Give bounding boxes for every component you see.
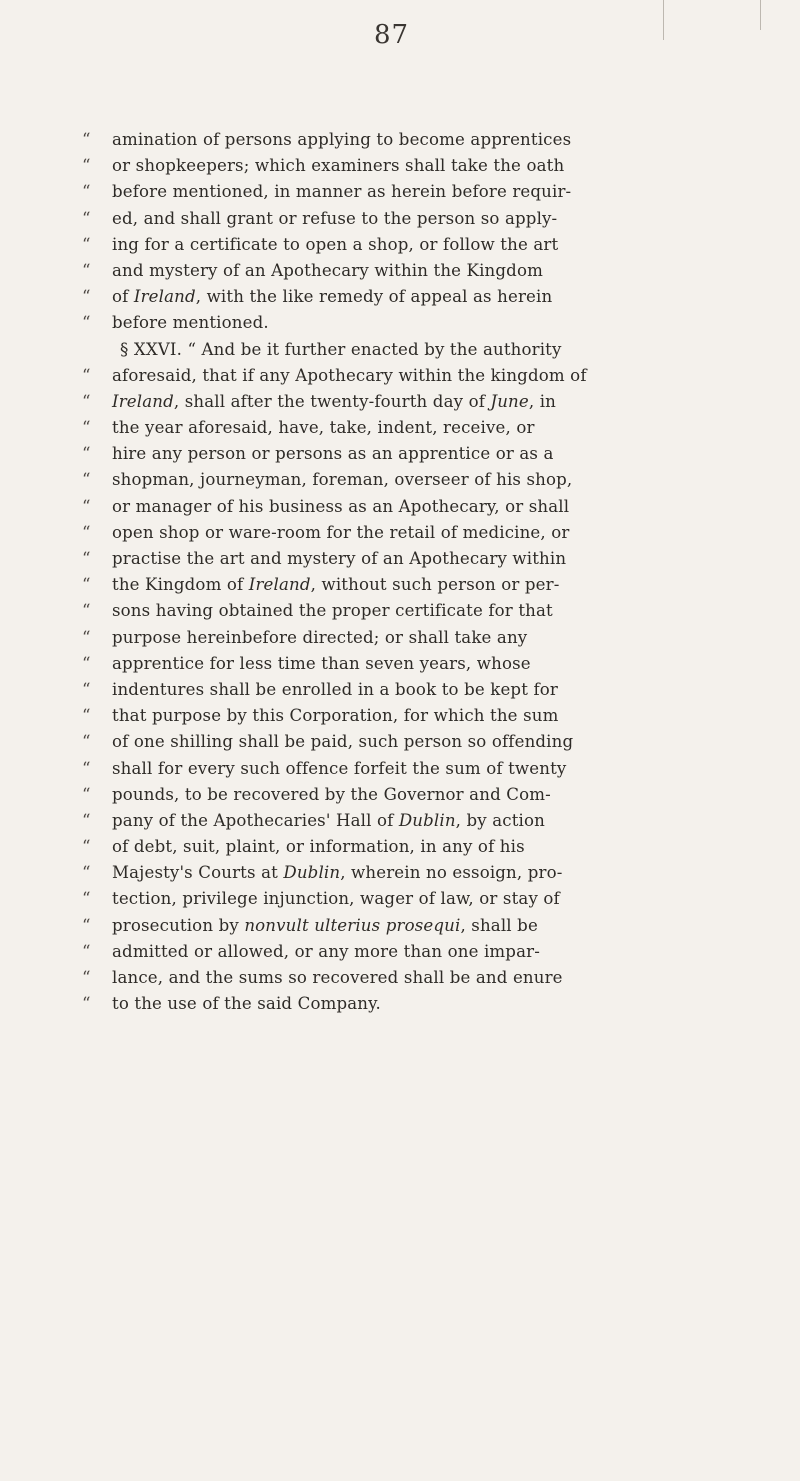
opening-quote: “ <box>82 889 91 909</box>
opening-quote: “ <box>82 182 91 202</box>
text-line <box>82 628 752 654</box>
opening-quote: “ <box>82 418 91 438</box>
text-line <box>82 916 752 942</box>
text-line <box>82 392 752 418</box>
line-text: aforesaid, that if any Apothecary within the kingdom of <box>112 365 587 385</box>
opening-quote: “ <box>82 863 91 883</box>
opening-quote: “ <box>82 732 91 752</box>
text-line <box>82 287 752 313</box>
section-heading-line <box>82 340 752 366</box>
opening-quote: “ <box>82 287 91 307</box>
line-text: of one shilling shall be paid, such person so offending <box>112 732 574 752</box>
text-line <box>82 418 752 444</box>
paper-crease-mark <box>760 0 761 30</box>
line-text: sons having obtained the proper certificate for that <box>112 601 553 621</box>
line-text: hire any person or persons as an apprentice or as a <box>112 444 554 464</box>
opening-quote: “ <box>82 156 91 176</box>
opening-quote: “ <box>82 994 91 1014</box>
line-text: shopman, journeyman, foreman, overseer of his shop, <box>112 470 573 490</box>
text-line <box>82 706 752 732</box>
line-text: ing for a certificate to open a shop, or follow the art <box>112 234 559 254</box>
page-number: 87 <box>374 20 410 50</box>
opening-quote: “ <box>82 130 91 149</box>
opening-quote: “ <box>82 679 91 699</box>
line-text: practise the art and mystery of an Apothecary within <box>112 549 567 568</box>
opening-quote: “ <box>82 522 91 542</box>
line-text: indentures shall be enrolled in a book to be kept for <box>112 679 558 699</box>
line-text: ed, and shall grant or refuse to the person so apply- <box>112 208 558 228</box>
text-line <box>82 313 752 339</box>
line-text: lance, and the sums so recovered shall be and enure <box>112 968 563 987</box>
text-line <box>82 863 752 889</box>
text-line <box>82 261 752 287</box>
line-text: and mystery of an Apothecary within the Kingdom <box>112 260 543 280</box>
text-line <box>82 235 752 261</box>
line-text: apprentice for less time than seven years, whose <box>112 653 531 673</box>
line-text: of debt, suit, plaint, or information, in any of his <box>112 837 525 857</box>
opening-quote: “ <box>82 810 91 830</box>
text-line <box>82 968 752 994</box>
opening-quote: “ <box>82 706 91 726</box>
text-line <box>82 785 752 811</box>
text-line <box>82 759 752 785</box>
line-text: amination of persons applying to become apprentices <box>112 130 572 149</box>
line-text: or manager of his business as an Apothecary, or shall <box>112 496 570 516</box>
opening-quote: “ <box>82 575 91 595</box>
line-text: that purpose by this Corporation, for which the sum <box>112 706 559 726</box>
text-line <box>82 994 752 1020</box>
line-text: open shop or ware-room for the retail of medicine, or <box>112 522 570 542</box>
line-text: admitted or allowed, or any more than one impar- <box>112 941 540 961</box>
line-text: pany of the Apothecaries' Hall of Dublin, by action <box>112 810 545 830</box>
text-line <box>82 601 752 627</box>
line-text: prosecution by nonvult ulterius prosequi, shall be <box>112 915 538 935</box>
text-line <box>82 156 752 182</box>
opening-quote: “ <box>82 365 91 385</box>
text-line <box>82 942 752 968</box>
text-line <box>82 549 752 575</box>
text-line <box>82 209 752 235</box>
line-text: the year aforesaid, have, take, indent, receive, or <box>112 418 535 438</box>
line-text: of Ireland, with the like remedy of appeal as herein <box>112 287 553 307</box>
text-line <box>82 732 752 758</box>
text-line <box>82 444 752 470</box>
opening-quote: “ <box>82 627 91 647</box>
line-text: before mentioned. <box>112 313 269 333</box>
line-text: Majesty's Courts at Dublin, wherein no essoign, pro- <box>112 863 563 883</box>
paper-crease-mark <box>663 0 664 40</box>
text-line <box>82 654 752 680</box>
opening-quote: “ <box>82 391 91 411</box>
opening-quote: “ <box>82 549 91 568</box>
line-text: § XXVI. “ And be it further enacted by the authority <box>120 339 562 359</box>
opening-quote: “ <box>82 496 91 516</box>
line-text: pounds, to be recovered by the Governor and Com- <box>112 784 551 804</box>
text-line <box>82 366 752 392</box>
text-line <box>82 523 752 549</box>
text-line <box>82 182 752 208</box>
text-line <box>82 837 752 863</box>
line-text: or shopkeepers; which examiners shall take the oath <box>112 156 565 176</box>
text-line <box>82 575 752 601</box>
opening-quote: “ <box>82 260 91 280</box>
text-line <box>82 680 752 706</box>
line-text: shall for every such offence forfeit the sum of twenty <box>112 758 567 778</box>
line-text: tection, privilege injunction, wager of law, or stay of <box>112 889 560 909</box>
opening-quote: “ <box>82 941 91 961</box>
line-text: the Kingdom of Ireland, without such person or per- <box>112 575 560 595</box>
line-text: Ireland, shall after the twenty-fourth day of June, in <box>112 391 557 411</box>
text-line <box>82 889 752 915</box>
opening-quote: “ <box>82 837 91 857</box>
line-text: purpose hereinbefore directed; or shall take any <box>112 627 528 647</box>
opening-quote: “ <box>82 444 91 464</box>
opening-quote: “ <box>82 915 91 935</box>
opening-quote: “ <box>82 968 91 987</box>
opening-quote: “ <box>82 470 91 490</box>
opening-quote: “ <box>82 784 91 804</box>
opening-quote: “ <box>82 208 91 228</box>
text-line <box>82 811 752 837</box>
body-text <box>82 130 752 1020</box>
opening-quote: “ <box>82 601 91 621</box>
text-line <box>82 470 752 496</box>
text-line <box>82 497 752 523</box>
line-text: to the use of the said Company. <box>112 994 381 1014</box>
opening-quote: “ <box>82 234 91 254</box>
opening-quote: “ <box>82 653 91 673</box>
opening-quote: “ <box>82 313 91 333</box>
line-text: before mentioned, in manner as herein before requir- <box>112 182 572 202</box>
opening-quote: “ <box>82 758 91 778</box>
text-line <box>82 130 752 156</box>
